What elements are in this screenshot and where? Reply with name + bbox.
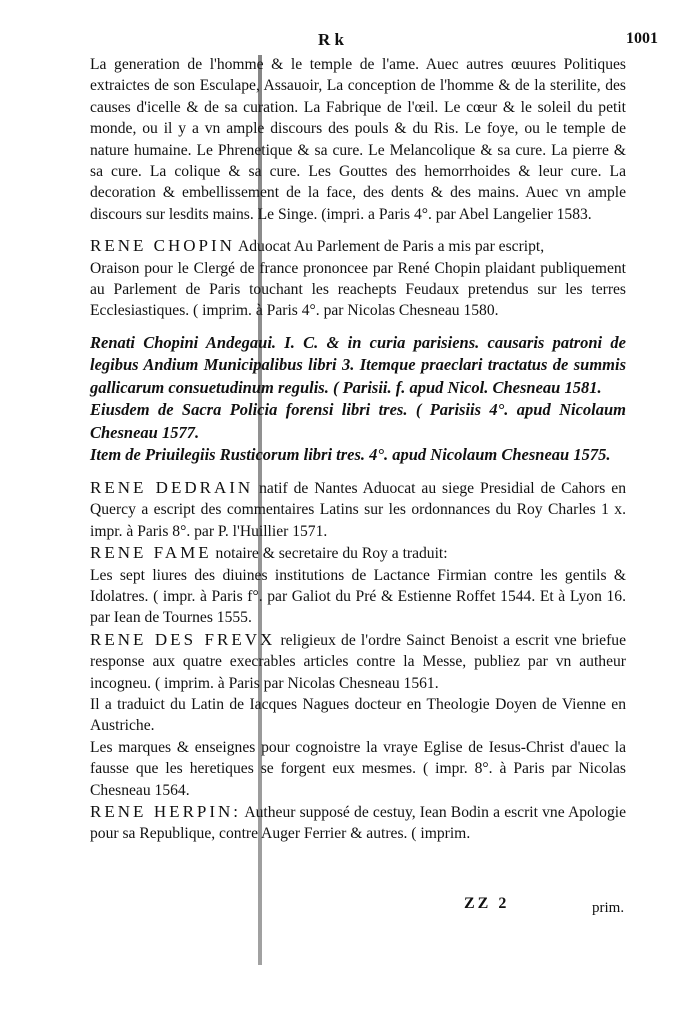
page-number: 1001 [626,30,658,47]
entry-rene-des-freux [90,629,626,694]
entry-text: natif de Nantes Aduocat au siege Presidial de Cahors en Quercy a escript des commentaires Latins sur les ordonnances du Roy Charles 1 x. impr. à Paris 8°. par P. l'Huillier 1571. [90,479,626,540]
paragraph-renati-chopini: Renati Chopini Andegaui. I. C. & in curia parisiens. causaris patroni de legibus Andium Municipalibus libri 3. Itemque praeclari tractatus de summis gallicarum consuetudinum regulis. ( Parisii. f. apud Nicol. Chesneau 1581. [90,332,626,397]
entry-text: notaire & secretaire du Roy a traduit: [215,545,448,563]
running-header [0,30,696,54]
entry-name: RENE HERPIN: [90,801,242,821]
signature-mark: ZZ 2 [464,895,510,912]
entry-name: RENE FAME [90,543,212,563]
entry-text: Aduocat Au Parlement de Paris a mis par escript, [237,238,545,256]
paragraph-eiusdem: Eiusdem de Sacra Policia forensi libri tres. ( Parisiis 4°. apud Nicolaum Chesneau 1577. [90,400,626,442]
entry-text: religieux de l'ordre Sainct Benoist a escrit vne briefue response aux quatre execrables articles contre la Messe, publiez par vn autheur incogneu. ( imprim. à Paris par Nicolas Chesneau 1561. [90,631,626,692]
entry-name: RENE DES FREVX [90,629,276,649]
entry-name: RENE DEDRAIN [90,477,254,497]
entry-rene-chopin [90,235,626,257]
paragraph-generation-homme: La generation de l'homme & le temple de l'ame. Auec autres œuures Politiques extraictes de son Esculape, Assauoir, La conception de l'homme & de la sterilite, des causes d'icelle & de sa curation. La Fabrique de l'œil. Le cœur & le soleil du petit monde, ou il y a vn ample discours des pouls & du Ris. Le foye, ou le temple de nature humaine. Le Phrenetique & sa cure. Le Melancolique & sa cure. La pierre & sa cure. La colique & sa cure. Les Gouttes des hemorrhoides & leur cure. La decoration & embellissement de la face, des dents & des mains. Auec vn ample discours sur lesdits mains. Le Singe. (impri. a Paris 4°. par Abel Langelier 1583. [90,56,626,223]
paragraph-traduict: Il a traduict du Latin de Iacques Nagues docteur en Theologie Doyen de Vienne en Austriche. [90,695,626,735]
entry-rene-dedrain [90,477,626,542]
paragraph-lactance: Les sept liures des diuines institutions de Lactance Firmian contre les gentils & Idolatres. ( impr. à Paris f°. par Galiot du Pré & Estienne Roffet 1544. Et à Lyon 16. par Iean de Tournes 1555. [90,566,626,627]
entry-name: RENE CHOPIN [90,236,235,256]
paragraph-marques: Les marques & enseignes pour cognoistre la vraye Eglise de Iesus-Christ d'auec la fausse que les heretiques se forgent eux mesmes. ( impr. 8°. à Paris par Nicolas Chesneau 1564. [90,738,626,799]
entry-rene-fame [90,542,626,564]
catchword: prim. [592,900,625,916]
header-letters: R k [318,30,344,49]
page-body [90,54,626,845]
paragraph-item-priuilegiis: Item de Priuilegiis Rusticorum libri tres. 4°. apud Nicolaum Chesneau 1575. [90,445,611,465]
paragraph-oraison: Oraison pour le Clergé de france prononcee par René Chopin plaidant publiquement au Parlement de Paris touchant les reachepts Feudaux pretendus sur les terres Ecclesiastiques. ( imprim. à Paris 4°. par Nicolas Chesneau 1580. [90,259,626,320]
entry-text: Autheur supposé de cestuy, Iean Bodin a escrit vne Apologie pour sa Republique, contre Auger Ferrier & autres. ( imprim. [90,803,626,843]
entry-rene-herpin [90,801,626,845]
